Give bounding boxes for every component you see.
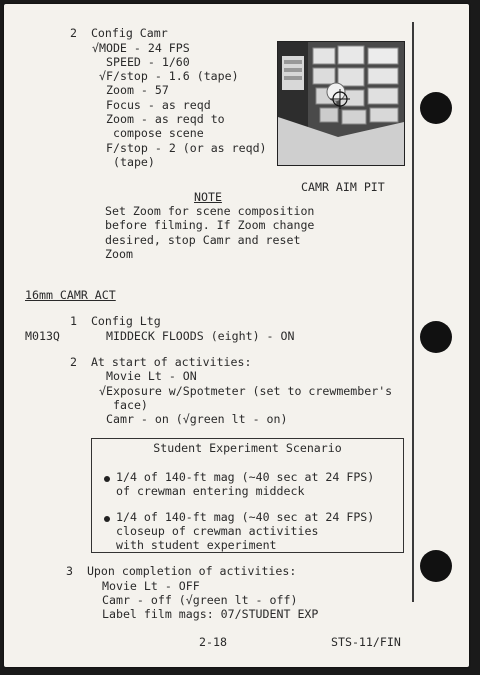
note-title: NOTE <box>194 190 222 204</box>
zoom-reqd-line: Zoom - as reqd to <box>106 112 225 126</box>
speed-line: SPEED - 1/60 <box>106 55 190 69</box>
step-1-code: M013Q <box>25 329 60 343</box>
focus-line: Focus - as reqd <box>106 98 211 112</box>
face-line: face) <box>113 398 148 412</box>
scenario-box <box>91 438 404 553</box>
photo-caption: CAMR AIM PIT <box>301 180 385 194</box>
label-film-line: Label film mags: 07/STUDENT EXP <box>102 607 319 621</box>
page-number: 2-18 <box>199 635 227 649</box>
note-line-1: Set Zoom for scene composition <box>105 204 315 218</box>
step-2b-heading: 2 At start of activities: <box>70 355 252 369</box>
document-id: STS-11/FIN <box>331 635 401 649</box>
section-heading: 16mm CAMR ACT <box>25 288 116 302</box>
zoom-line: Zoom - 57 <box>106 83 169 97</box>
fstop-line-2: F/stop - 2 (or as reqd) <box>106 141 267 155</box>
step-3-heading: 3 Upon completion of activities: <box>66 564 297 578</box>
scenario-title: Student Experiment Scenario <box>153 441 342 455</box>
camr-off-line: Camr - off (√green lt - off) <box>102 593 298 607</box>
fstop-line-1: √F/stop - 1.6 (tape) <box>99 69 239 83</box>
note-line-3: desired, stop Camr and reset <box>105 233 301 247</box>
tape-line: (tape) <box>113 155 155 169</box>
bullet-2-line-3: with student experiment <box>116 538 277 552</box>
binder-hole-top <box>420 92 452 124</box>
step-1-heading: 1 Config Ltg <box>70 314 161 328</box>
bullet-1-icon <box>104 476 110 482</box>
note-line-4: Zoom <box>105 247 133 261</box>
binder-margin-line <box>412 22 414 602</box>
bullet-1-line-1: 1/4 of 140-ft mag (~40 sec at 24 FPS) <box>116 470 375 484</box>
movie-lt-on: Movie Lt - ON <box>106 369 197 383</box>
movie-lt-off: Movie Lt - OFF <box>102 579 200 593</box>
bullet-2-icon <box>104 516 110 522</box>
bullet-1-line-2: of crewman entering middeck <box>116 484 305 498</box>
camr-on-line: Camr - on (√green lt - on) <box>106 412 288 426</box>
bullet-2-line-1: 1/4 of 140-ft mag (~40 sec at 24 FPS) <box>116 510 375 524</box>
mode-line: √MODE - 24 FPS <box>92 41 190 55</box>
exposure-line: √Exposure w/Spotmeter (set to crewmember's <box>99 384 393 398</box>
note-line-2: before filming. If Zoom change <box>105 218 315 232</box>
compose-line: compose scene <box>113 126 204 140</box>
step-1-item: MIDDECK FLOODS (eight) - ON <box>106 329 295 343</box>
camera-aim-photo <box>277 41 405 166</box>
step-2-heading: 2 Config Camr <box>70 26 168 40</box>
binder-hole-bottom <box>420 550 452 582</box>
bullet-2-line-2: closeup of crewman activities <box>116 524 319 538</box>
binder-hole-middle <box>420 321 452 353</box>
checklist-page <box>4 4 469 667</box>
